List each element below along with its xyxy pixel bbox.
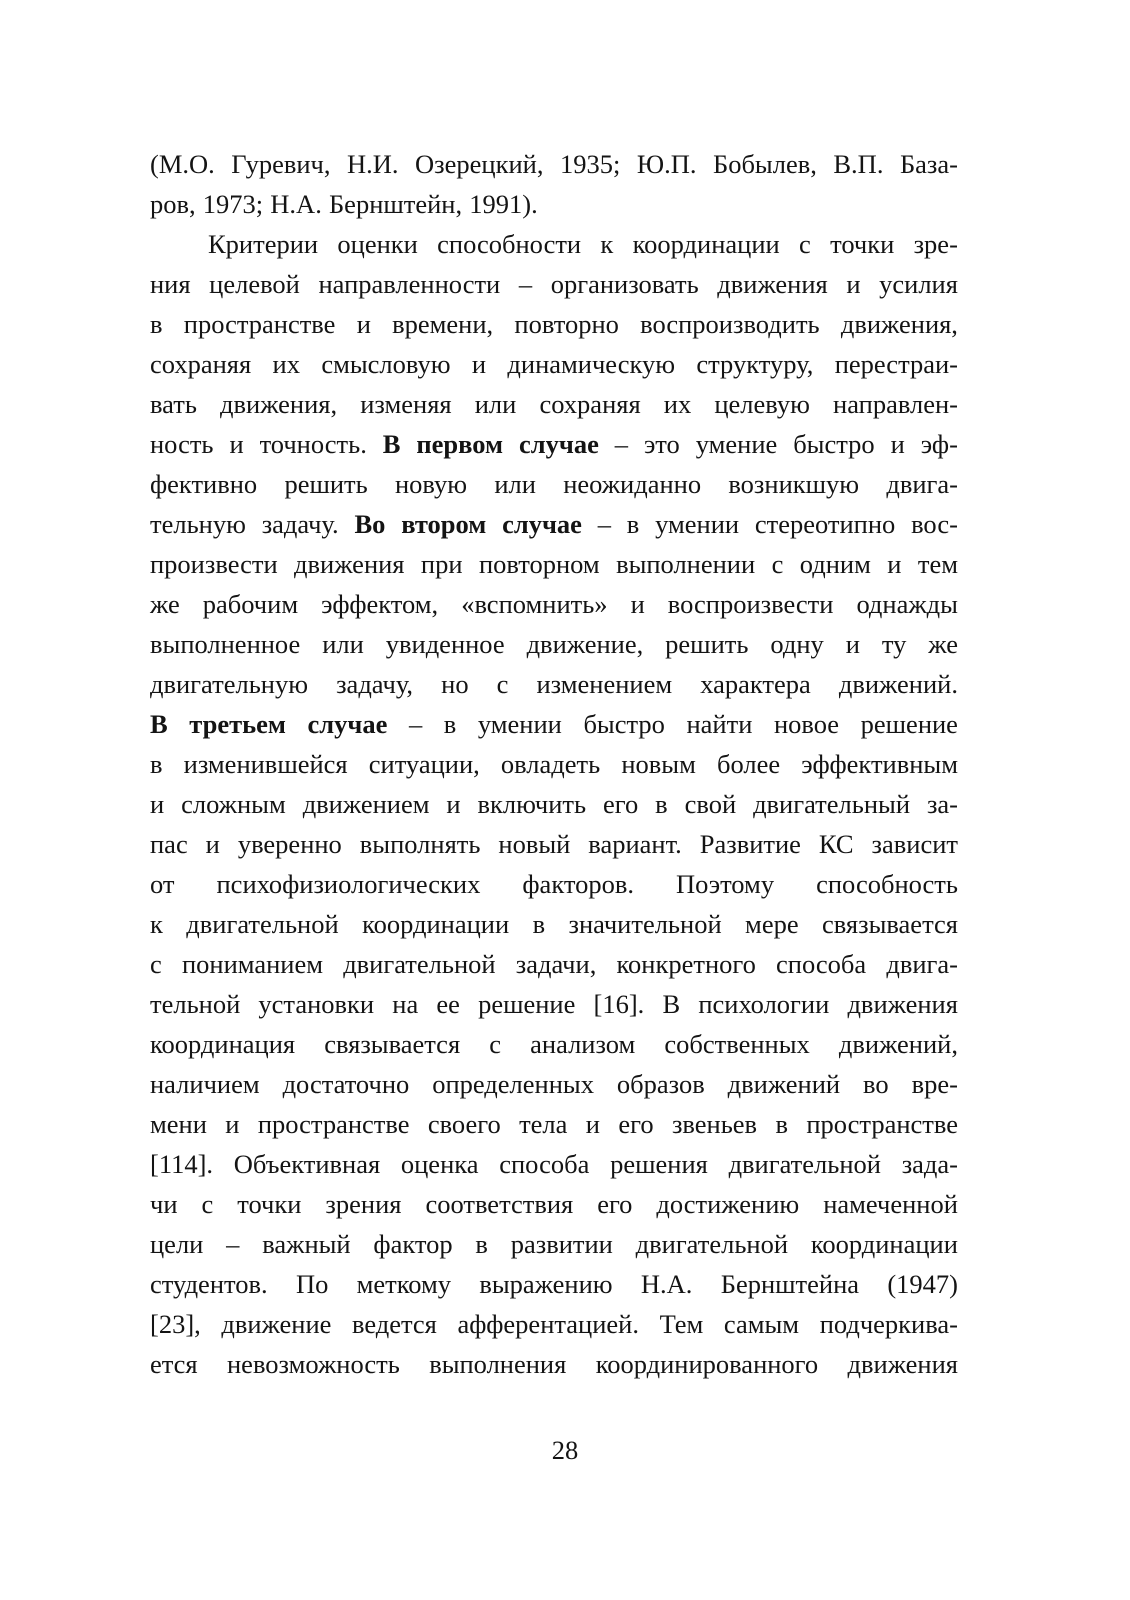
word: найти <box>686 709 753 739</box>
text-line <box>150 1344 958 1384</box>
word: координации <box>810 1229 958 1259</box>
text-line <box>150 344 958 384</box>
word: тельной <box>150 989 241 1019</box>
word: важный <box>262 1229 351 1259</box>
text-line <box>150 264 958 304</box>
word: двигательной <box>728 1149 881 1179</box>
word: Объективная <box>233 1149 381 1179</box>
text-line <box>150 184 958 224</box>
word: собственных <box>664 1029 810 1059</box>
word: тем <box>917 549 958 579</box>
word: с <box>201 1189 214 1219</box>
word: и <box>205 829 220 859</box>
word: координация <box>150 1029 296 1059</box>
word: мере <box>745 909 799 939</box>
word: направленности <box>318 269 501 299</box>
word: более <box>716 749 781 779</box>
text-line <box>150 1304 958 1344</box>
word: В <box>662 989 681 1019</box>
word: [16]. <box>593 989 645 1019</box>
word: ния <box>150 269 191 299</box>
word: связывается <box>324 1029 461 1059</box>
word: (М.О. <box>150 149 215 179</box>
word: сложным <box>181 789 286 819</box>
word: ее <box>436 989 460 1019</box>
text-line <box>150 904 958 944</box>
word: ется <box>150 1349 198 1379</box>
word: 1935; <box>559 149 621 179</box>
word: точки <box>830 229 895 259</box>
word: достаточно <box>282 1069 410 1099</box>
word: наличием <box>150 1069 260 1099</box>
word: их <box>272 349 300 379</box>
text-line <box>150 864 958 904</box>
text-line <box>150 1264 958 1304</box>
text-line <box>150 664 958 704</box>
word: – <box>408 709 423 739</box>
word: это <box>643 429 680 459</box>
word: новую <box>394 469 468 499</box>
word: в <box>443 709 457 739</box>
word: Н.А. <box>640 1269 693 1299</box>
word: изменившейся <box>183 749 348 779</box>
word: рабочим <box>202 589 299 619</box>
word: выполнении <box>616 549 756 579</box>
text-line <box>150 464 958 504</box>
word: афферентацией. <box>457 1309 639 1339</box>
word: в <box>150 309 163 339</box>
bold-word: случае <box>519 429 599 459</box>
word: Гуревич, <box>231 149 331 179</box>
word: сохраняя <box>150 349 252 379</box>
word: смысловую <box>321 349 451 379</box>
text-line <box>150 784 958 824</box>
text-line <box>150 824 958 864</box>
word: и <box>890 429 905 459</box>
word: мени <box>150 1109 207 1139</box>
word: и <box>356 309 371 339</box>
word: пространстве <box>183 309 336 339</box>
word: тельную <box>150 509 246 539</box>
word: в <box>532 909 546 939</box>
word: вре- <box>911 1069 958 1099</box>
text-line <box>150 424 958 464</box>
word: воспроизвести <box>667 589 834 619</box>
word: его <box>618 1109 654 1139</box>
word: анализом <box>530 1029 636 1059</box>
word: неожиданно <box>563 469 702 499</box>
word: определенных <box>432 1069 594 1099</box>
word: времени, <box>392 309 494 339</box>
word: пониманием <box>181 949 323 979</box>
word: [114]. <box>150 1149 214 1179</box>
word: зрения <box>325 1189 402 1219</box>
word: одним <box>799 549 871 579</box>
word: возникшую <box>728 469 860 499</box>
word: фактор <box>373 1229 453 1259</box>
word: Озерецкий, <box>415 149 544 179</box>
word: с <box>771 549 784 579</box>
word: подчеркива- <box>819 1309 958 1339</box>
text-line <box>150 544 958 584</box>
word: чи <box>150 1189 178 1219</box>
word: умении <box>477 709 562 739</box>
word: психологии <box>698 989 830 1019</box>
word: во <box>863 1069 889 1099</box>
word: выполнения <box>429 1349 567 1379</box>
text-line <box>150 144 958 184</box>
word: [23], <box>150 1309 201 1339</box>
word: Бернштейна <box>720 1269 860 1299</box>
word: звеньев <box>671 1109 758 1139</box>
word: в <box>150 749 163 779</box>
text-line <box>150 1184 958 1224</box>
word: в <box>626 509 640 539</box>
word: самым <box>723 1309 800 1339</box>
word: в <box>775 1109 788 1139</box>
word: умении <box>655 509 740 539</box>
word: задачи, <box>515 949 597 979</box>
word: движения <box>294 549 405 579</box>
word: координации <box>632 229 780 259</box>
word: его <box>597 1189 633 1219</box>
word: движения <box>847 1349 958 1379</box>
word: двигательной <box>186 909 339 939</box>
word: КС <box>818 829 854 859</box>
bold-word: В <box>150 709 168 739</box>
word: или <box>322 629 364 659</box>
word: изменением <box>536 669 673 699</box>
word: быстро <box>583 709 665 739</box>
word: усилия <box>879 269 958 299</box>
word: соответствия <box>425 1189 574 1219</box>
text-line <box>150 504 958 544</box>
word: структуру, <box>696 349 814 379</box>
word: к <box>600 229 614 259</box>
text-line <box>150 624 958 664</box>
word: В.П. <box>833 149 884 179</box>
text-line <box>150 944 958 984</box>
word: способность <box>816 869 958 899</box>
word: Н.И. <box>347 149 399 179</box>
word: с <box>496 669 509 699</box>
word: Бобылев, <box>712 149 817 179</box>
word: оценки <box>337 229 418 259</box>
word: движение, <box>526 629 644 659</box>
word: и <box>585 1109 600 1139</box>
word: двигательной <box>635 1229 789 1259</box>
word: пространстве <box>257 1109 410 1139</box>
word: новым <box>621 749 696 779</box>
word: значительной <box>568 909 722 939</box>
word: с <box>799 229 811 259</box>
word: и <box>225 1109 240 1139</box>
bold-word: В <box>382 429 401 459</box>
word: вать <box>150 389 197 419</box>
word: уверенно <box>237 829 342 859</box>
word: движений <box>727 1069 841 1099</box>
word: от <box>150 869 175 899</box>
word: изменяя <box>360 389 452 419</box>
word: с <box>150 949 162 979</box>
word: вос- <box>911 509 958 539</box>
word: способа <box>499 1149 590 1179</box>
word: точки <box>237 1189 302 1219</box>
word: двига- <box>886 469 958 499</box>
word: движения, <box>840 309 958 339</box>
word: Ю.П. <box>636 149 697 179</box>
word: (1947) <box>887 1269 958 1299</box>
word: пространстве <box>806 1109 958 1139</box>
word: направлен- <box>833 389 958 419</box>
word: целевой <box>209 269 300 299</box>
text-line <box>150 584 958 624</box>
word: свой <box>684 789 737 819</box>
word: при <box>420 549 463 579</box>
word: ров, <box>150 189 196 219</box>
bold-word: втором <box>401 509 487 539</box>
word: увиденное <box>385 629 505 659</box>
word: решить <box>284 469 368 499</box>
word: овладеть <box>500 749 601 779</box>
word: и <box>845 629 860 659</box>
text-line <box>150 744 958 784</box>
word: на <box>392 989 419 1019</box>
word: же <box>150 589 180 619</box>
word: и <box>446 789 461 819</box>
word: решение <box>860 709 958 739</box>
word: решения <box>610 1149 708 1179</box>
word: одну <box>770 629 824 659</box>
word: в <box>475 1229 488 1259</box>
word: намеченной <box>823 1189 958 1219</box>
word: – <box>597 509 611 539</box>
text-line <box>150 1064 958 1104</box>
word: ситуации, <box>368 749 480 779</box>
word: перестраи- <box>834 349 958 379</box>
word: студентов. <box>150 1269 268 1299</box>
bold-word: случае <box>307 709 388 739</box>
word: движение <box>221 1309 332 1339</box>
word: эффективным <box>801 749 958 779</box>
word: движением <box>302 789 430 819</box>
word: своего <box>427 1109 501 1139</box>
word: способности <box>437 229 582 259</box>
word: эф- <box>920 429 958 459</box>
word: образов <box>616 1069 705 1099</box>
word: повторно <box>514 309 619 339</box>
word: за- <box>926 789 958 819</box>
word: но <box>441 669 469 699</box>
word: с <box>489 1029 502 1059</box>
word: движения <box>717 269 828 299</box>
word: и <box>471 349 487 379</box>
word: новое <box>773 709 840 739</box>
word: же <box>928 629 958 659</box>
word: и <box>229 429 244 459</box>
text-line <box>150 1224 958 1264</box>
word: развитии <box>510 1229 613 1259</box>
word: «вспомнить» <box>461 589 608 619</box>
word: ту <box>881 629 907 659</box>
word: – <box>518 269 533 299</box>
word: психофизиологических <box>216 869 481 899</box>
word: и <box>630 589 645 619</box>
word: выполнять <box>359 829 481 859</box>
word: фективно <box>150 469 258 499</box>
word: движения, <box>220 389 338 419</box>
word: способа <box>776 949 867 979</box>
word: решить <box>665 629 749 659</box>
page-number: 28 <box>551 1435 579 1465</box>
bold-word: третьем <box>189 709 286 739</box>
word: однажды <box>856 589 958 619</box>
text-line <box>150 1104 958 1144</box>
word: включить <box>477 789 587 819</box>
word: новый <box>498 829 571 859</box>
word: – <box>614 429 629 459</box>
word: двигательной <box>343 949 496 979</box>
word: к <box>150 909 163 939</box>
word: Тем <box>659 1309 704 1339</box>
word: движений, <box>838 1029 958 1059</box>
word: воспроизводить <box>640 309 820 339</box>
word: По <box>295 1269 329 1299</box>
word: двига- <box>886 949 958 979</box>
bold-word: Во <box>354 509 386 539</box>
text-line <box>150 1144 958 1184</box>
word: конкретного <box>616 949 756 979</box>
word: установки <box>258 989 375 1019</box>
word: целевую <box>714 389 810 419</box>
word: и <box>887 549 902 579</box>
word: сохраняя <box>539 389 641 419</box>
text-line <box>150 704 958 744</box>
word: координированного <box>595 1349 819 1379</box>
word: пас <box>150 829 188 859</box>
word: эффектом, <box>321 589 439 619</box>
word: меткому <box>356 1269 452 1299</box>
word: связывается <box>822 909 958 939</box>
word: невозможность <box>227 1349 400 1379</box>
word: База- <box>899 149 958 179</box>
word: организовать <box>550 269 699 299</box>
word: зависит <box>871 829 958 859</box>
word: повторном <box>478 549 600 579</box>
word: движений. <box>838 669 958 699</box>
word: решение <box>478 989 576 1019</box>
word: двигательную <box>150 669 309 699</box>
word: зада- <box>901 1149 958 1179</box>
word: ведется <box>352 1309 437 1339</box>
word: Н.А. <box>270 189 322 219</box>
word: координации <box>362 909 510 939</box>
word: зре- <box>913 229 958 259</box>
word: или <box>474 389 517 419</box>
bold-word: случае <box>502 509 582 539</box>
word: вариант. <box>588 829 682 859</box>
text-line <box>150 984 958 1024</box>
word: задачу, <box>336 669 414 699</box>
word: и <box>846 269 861 299</box>
word: произвести <box>150 549 278 579</box>
word: достижению <box>656 1189 800 1219</box>
word: Бернштейн, <box>328 189 463 219</box>
word: тела <box>519 1109 568 1139</box>
word: точность. <box>259 429 367 459</box>
word: движения <box>847 989 958 1019</box>
word: Развитие <box>699 829 801 859</box>
word: стереотипно <box>754 509 896 539</box>
body-text <box>150 144 958 1384</box>
word: выполненное <box>150 629 301 659</box>
word: и <box>150 789 165 819</box>
word: умение <box>695 429 778 459</box>
word: – <box>226 1229 240 1259</box>
word: Поэтому <box>675 869 775 899</box>
bold-word: первом <box>416 429 504 459</box>
word: или <box>494 469 536 499</box>
word: двигательный <box>753 789 911 819</box>
word: 1973; <box>202 189 264 219</box>
word: факторов. <box>522 869 634 899</box>
word: Критерии <box>208 229 319 259</box>
word: их <box>663 389 692 419</box>
word: быстро <box>793 429 875 459</box>
word: цели <box>150 1229 204 1259</box>
text-line <box>150 384 958 424</box>
word: ность <box>150 429 214 459</box>
word: его <box>603 789 639 819</box>
word: оценка <box>400 1149 479 1179</box>
word: в <box>655 789 668 819</box>
text-line <box>150 1024 958 1064</box>
word: задачу. <box>261 509 339 539</box>
word: динамическую <box>507 349 676 379</box>
word: выражению <box>479 1269 613 1299</box>
text-line <box>150 304 958 344</box>
word: характера <box>700 669 811 699</box>
text-line <box>150 224 958 264</box>
word: 1991). <box>469 189 538 219</box>
